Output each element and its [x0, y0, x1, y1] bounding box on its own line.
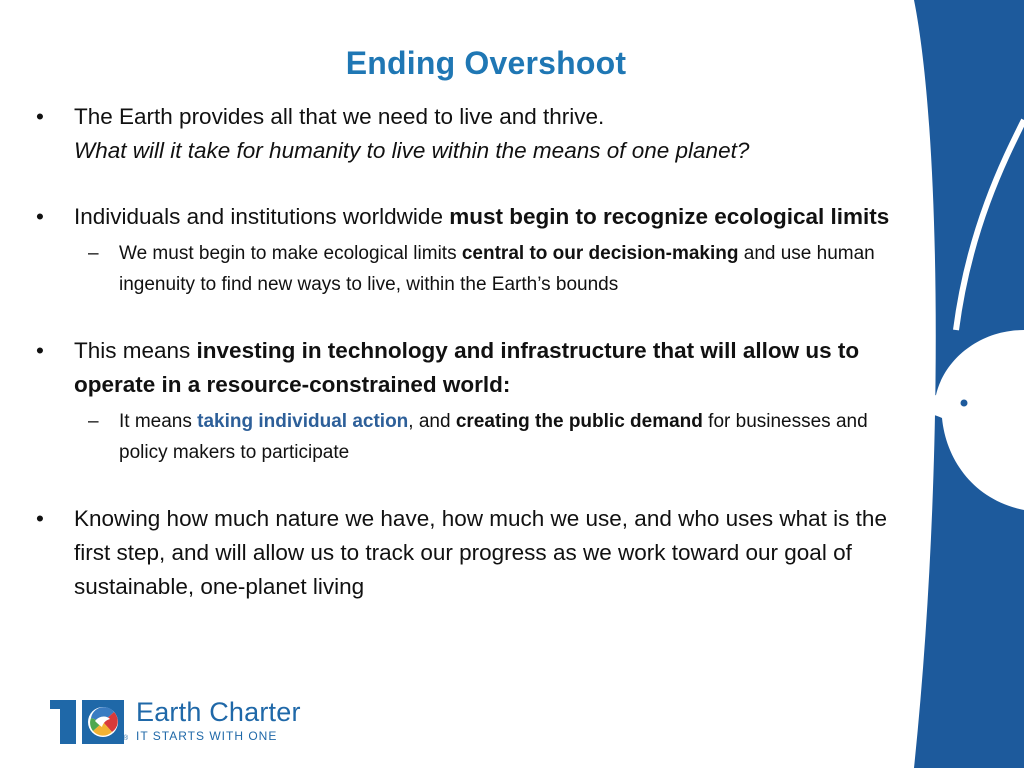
bullet-marker: • [36, 104, 44, 129]
sub-bullet-3-bold: creating the public demand [455, 411, 703, 432]
logo-tagline: IT STARTS WITH ONE [136, 729, 278, 743]
slide-content [36, 100, 906, 604]
bullet-marker: • [36, 338, 44, 363]
sub-bullet-2-text-b: and use human ingenuity to find new ways to live, within the Earth’s bounds [119, 243, 875, 295]
dash-marker: – [88, 411, 99, 432]
sub-bullet-2-text-a: We must begin to make ecological limits [119, 243, 462, 264]
bullet-1 [36, 100, 906, 168]
bullet-2 [36, 200, 906, 234]
sub-bullet-3-blue-bold: taking individual action [197, 411, 409, 432]
earth-charter-logo-icon [50, 696, 130, 744]
logo-name: Earth Charter [136, 697, 301, 727]
bullet-3 [36, 334, 906, 402]
bullet-marker: • [36, 204, 44, 229]
registered-mark: ® [123, 735, 129, 742]
bullet-2-bold: must begin to recognize ecological limits [449, 204, 890, 229]
bullet-1-text: The Earth provides all that we need to live and thrive. [74, 104, 605, 129]
sub-bullet-3 [36, 406, 906, 468]
earth-charter-logo [50, 696, 350, 752]
sub-bullet-3-text-a: It means [119, 411, 198, 432]
sub-bullet-3-text-b: , and [408, 411, 456, 432]
sub-bullet-3-text-c: for businesses and policy makers to participate [119, 411, 868, 463]
bullet-1-question: What will it take for humanity to live within the means of one planet? [74, 138, 750, 163]
sub-bullet-2-bold: central to our decision-making [461, 243, 739, 264]
slide-title: Ending Overshoot [345, 45, 627, 81]
sub-bullet-2 [36, 238, 906, 300]
bullet-marker: • [36, 506, 44, 531]
bullet-2-text: Individuals and institutions worldwide [74, 204, 450, 229]
dash-marker: – [88, 243, 99, 264]
bullet-4 [36, 502, 906, 604]
bullet-3-text: This means [74, 338, 197, 363]
bullet-3-bold: investing in technology and infrastructure that will allow us to operate in a resource-constrained world: [74, 338, 860, 397]
bullet-4-text: Knowing how much nature we have, how much we use, and who uses what is the first step, and will allow us to track our progress as we work toward our goal of sustainable, one-planet living [74, 506, 887, 599]
